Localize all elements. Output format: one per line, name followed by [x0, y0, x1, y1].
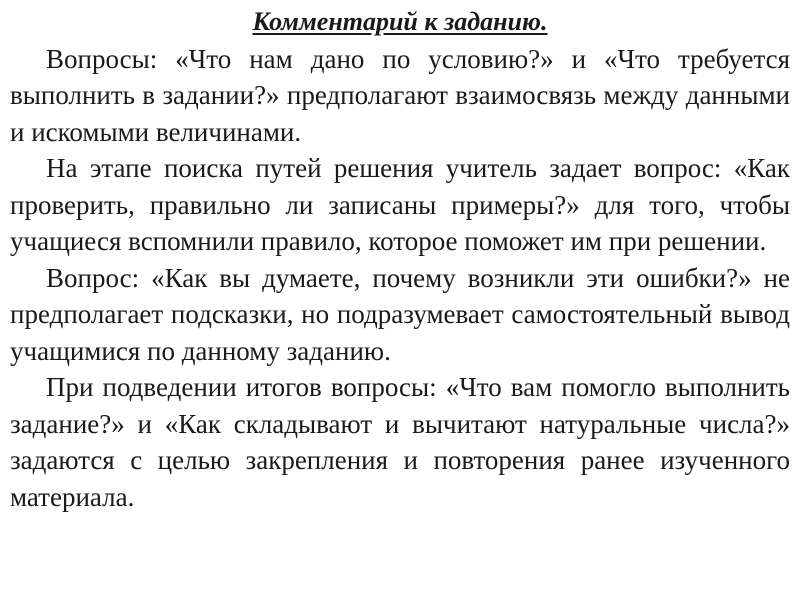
paragraph-4: При подведении итогов вопросы: «Что вам помогло выполнить задание?» и «Как складывают и вычитают натуральные числа?» задаются с целью закрепления и повторения ранее изученного материала.: [10, 372, 790, 512]
paragraph-3: Вопрос: «Как вы думаете, почему возникли эти ошибки?» не предполагает подсказки, но подразумевает самостоятельный вывод учащимися по данному заданию.: [10, 262, 790, 366]
paragraph-1: Вопросы: «Что нам дано по условию?» и «Что требуется выполнить в задании?» предполагают взаимосвязь между данными и искомыми величинами.: [10, 43, 790, 147]
page-title: Комментарий к заданию.: [252, 7, 548, 36]
paragraph-2: На этапе поиска путей решения учитель задает вопрос: «Как проверить, правильно ли записаны примеры?» для того, чтобы учащиеся вспомнили правило, которое поможет им при решении.: [10, 153, 790, 256]
slide-content: [10, 4, 790, 515]
